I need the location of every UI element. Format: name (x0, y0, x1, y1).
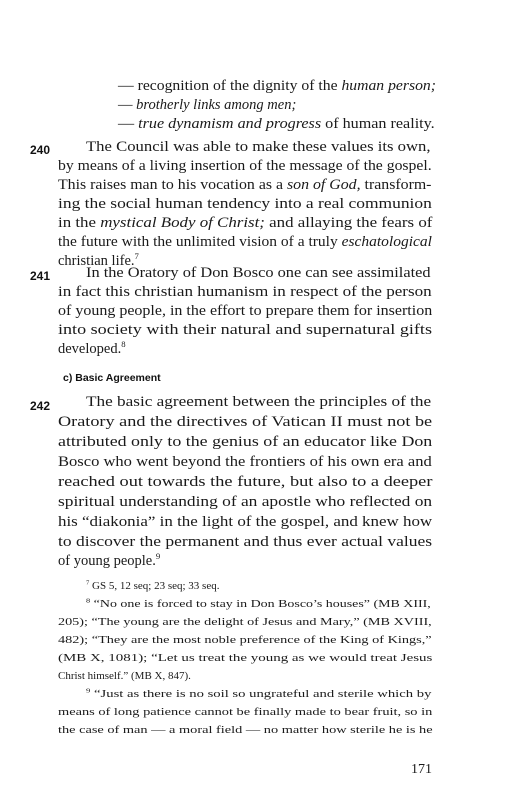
paragraph-line (58, 493, 432, 511)
text-run: (MB X, 1081); “Let us treat the young as we would treat Jesus (58, 652, 433, 664)
paragraph-line (58, 176, 431, 194)
list-item (118, 96, 296, 114)
paragraph-line (58, 453, 432, 471)
text-run: “Just as there is no soil so ungrateful and sterile which by (90, 688, 432, 700)
paragraph-line (86, 264, 431, 282)
footnote-line (58, 705, 432, 719)
paragraph-line (58, 321, 432, 339)
text-run: reached out towards the future, but also to a deeper (58, 474, 433, 490)
text-run: 205); “The young are the delight of Jesus and Mary,” (MB XVIII, (58, 616, 432, 628)
paragraph-line (58, 552, 160, 570)
footnote-line (86, 597, 431, 611)
footnote-line (86, 579, 219, 593)
text-run: Christ himself.” (MB X, 847). (58, 670, 191, 682)
footnote-marker: 7 (134, 251, 139, 262)
text-run: Bosco who went beyond the frontiers of his own era and (58, 454, 432, 470)
footnote-line (58, 633, 432, 647)
paragraph-line (58, 157, 432, 175)
text-run: The basic agreement between the principles of the (86, 394, 432, 410)
list-item (118, 115, 435, 133)
text-run: in fact this christian humanism in respect of the person (58, 284, 432, 300)
text-run: This raises man to his vocation as a (58, 177, 287, 193)
italic-text: mystical Body of Christ; (100, 215, 265, 231)
text-run: In the Oratory of Don Bosco one can see assimilated (86, 265, 431, 281)
italic-text: son of God, (286, 177, 361, 193)
text-run: GS 5, 12 seq; 23 seq; 33 seq. (89, 580, 220, 592)
text-run: developed. (58, 341, 122, 357)
paragraph-line (58, 302, 432, 320)
text-run: spiritual understanding of an apostle who reflected on (58, 494, 433, 510)
text-run: 482); “They are the most noble preference of the King of Kings,” (58, 634, 432, 646)
paragraph-line (58, 473, 432, 491)
text-run: into society with their natural and supernatural gifts (58, 322, 432, 338)
paragraph-line (58, 233, 432, 251)
text-run: transform- (360, 177, 432, 193)
paragraph-line (58, 195, 432, 213)
footnote-line (58, 723, 433, 737)
italic-text: eschatological (341, 234, 432, 250)
text-run: his “diakonia” in the light of the gospel, and knew how (58, 514, 433, 530)
footnote-marker: 8 (86, 597, 91, 605)
text-run: and allaying the fears of (264, 215, 433, 231)
text-run: means of long patience cannot be finally made to bear fruit, so in (58, 706, 433, 718)
text-run: the case of man — a moral field — no matter how sterile he is he (58, 724, 433, 736)
footnote-marker: 8 (121, 339, 126, 350)
text-run: of young people, in the effort to prepare them for insertion (58, 303, 433, 319)
italic-text: human person; (341, 78, 436, 94)
paragraph-number: 240 (30, 143, 51, 157)
footnote-line (86, 687, 431, 701)
paragraph-number: 241 (30, 269, 51, 283)
text-run: ing the social human tendency into a real communion (58, 196, 432, 212)
paragraph-line (86, 393, 431, 411)
footnote-line (58, 669, 191, 683)
footnote-marker: 9 (155, 551, 161, 562)
paragraph-line (58, 533, 432, 551)
list-item (118, 77, 436, 95)
paragraph-line (58, 214, 432, 232)
text-run: to discover the permanent and thus ever actual values (58, 534, 433, 550)
text-run: attributed only to the genius of an educator like Don (58, 434, 433, 450)
text-run: of human reality. (321, 116, 435, 132)
text-run: by means of a living insertion of the message of the gospel. (58, 158, 432, 174)
footnote-marker: 9 (86, 687, 91, 695)
page-number: 171 (411, 762, 432, 777)
footnote-line (58, 651, 432, 665)
paragraph-line (58, 513, 432, 531)
section-heading: c) Basic Agreement (63, 372, 161, 384)
text-run: The Council was able to make these values its own, (86, 139, 431, 155)
text-run: — (118, 97, 137, 113)
paragraph-line (58, 340, 126, 358)
paragraph-line (86, 138, 431, 156)
italic-text: brotherly links among men; (136, 97, 297, 113)
paragraph-line (58, 413, 432, 431)
text-run: of young people. (58, 553, 156, 569)
paragraph-line (58, 283, 432, 301)
text-run: Oratory and the directives of Vatican II must not be (58, 414, 433, 430)
text-run: christian life. (58, 253, 135, 269)
text-run: “No one is forced to stay in Don Bosco’s houses” (MB XIII, (90, 598, 431, 610)
paragraph-number: 242 (30, 399, 51, 413)
text-run: — recognition of the dignity of the (118, 78, 342, 94)
footnote-line (58, 615, 432, 629)
text-run: in the (58, 215, 101, 231)
italic-text: true dynamism and progress (138, 116, 322, 132)
text-run: the future with the unlimited vision of a truly (58, 234, 342, 250)
footnote-marker: 7 (86, 579, 90, 587)
text-run: — (118, 116, 139, 132)
paragraph-line (58, 433, 432, 451)
